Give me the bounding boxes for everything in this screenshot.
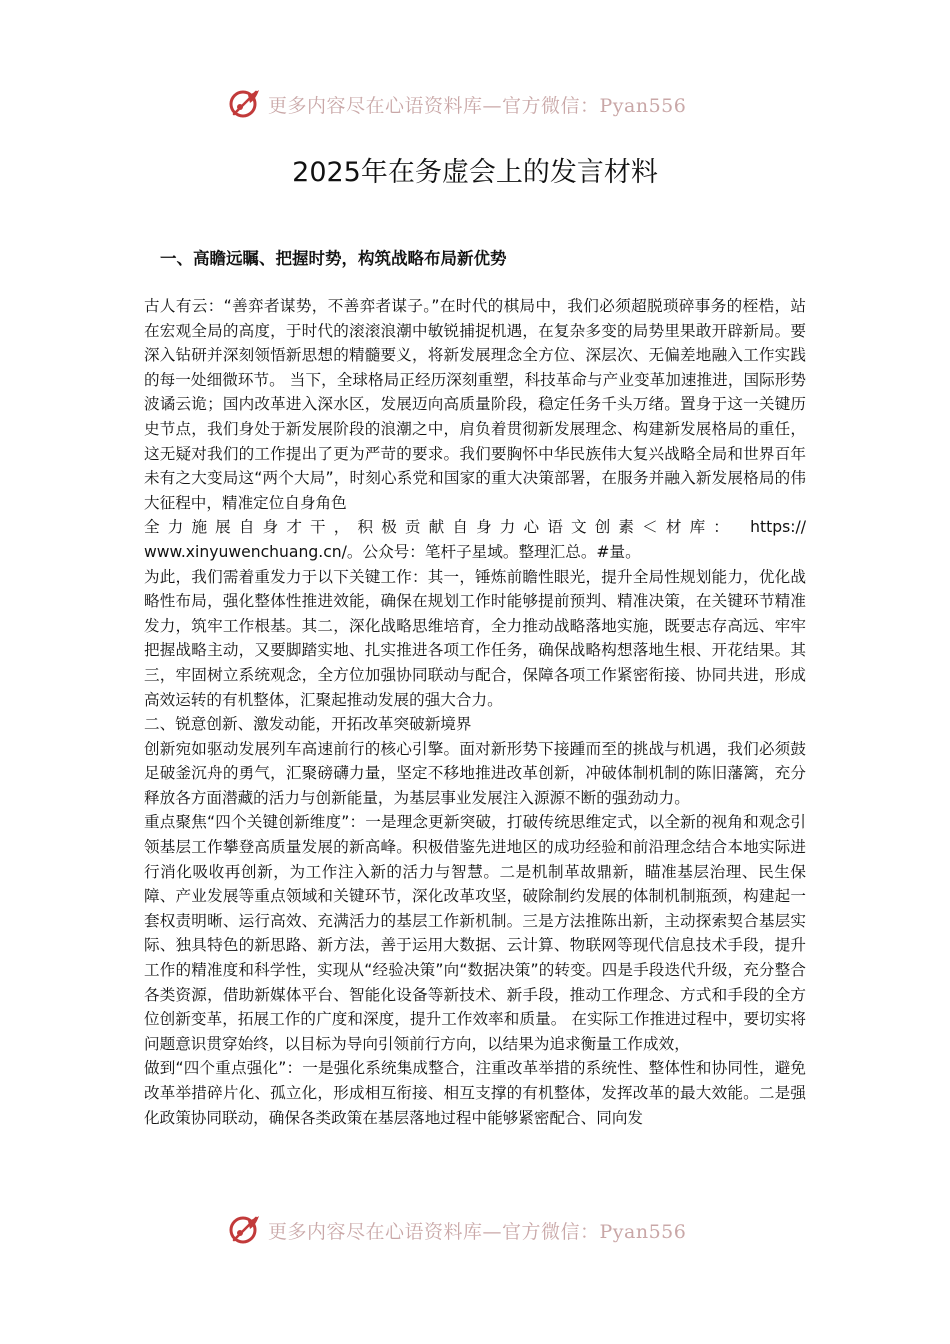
paragraph-1-tail: www.xinyuwenchuang.cn/。公众号：笔杆子星域。整理汇总。#量。 xyxy=(144,542,641,561)
paragraph-1: 古人有云：“善弈者谋势，不善弈者谋子。”在时代的棋局中，我们必须超脱琐碎事务的桎梏，站在宏观全局的高度，于时代的滚滚浪潮中敏锐捕捉机遇，在复杂多变的局势里果敢开辟新局。要深入钻研并深刻领悟新思想的精髓要义，将新发展理念全方位、深层次、无偏差地融入工作实践的每一处细微环节。 当下，全球格局正经历深刻重塑，科技革命与产业变革加速推进，国际形势波谲云诡；国内改革进入深水区，发展迈向高质量阶段，稳定任务千头万绪。置身于这一关键历史节点，我们身处于新发展阶段的浪潮之中，肩负着贯彻新发展理念、构建新发展格局的重任，这无疑对我们的工作提出了更为严苛的要求。我们要胸怀中华民族伟大复兴战略全局和世界百年未有之大变局这“两个大局”，时刻心系党和国家的重大决策部署，在服务并融入新发展格局的伟大征程中，精准定位自身角色 xyxy=(144,297,806,512)
paragraph-2: 为此，我们需着重发力于以下关键工作：其一，锤炼前瞻性眼光，提升全局性规划能力，优化战略性布局，强化整体性推进效能，确保在规划工作时能够提前预判、精准决策，在关键环节精准发力，筑牢工作根基。其二，深化战略思维培育，全力推动战略落地实施，既要志存高远、牢牢把握战略主动，又要脚踏实地、扎实推进各项工作任务，确保战略构想落地生根、开花结果。其三，牢固树立系统观念，全方位加强协同联动与配合，保障各项工作紧密衔接、协同共进，形成高效运转的有机整体，汇聚起推动发展的强大合力。 xyxy=(144,567,806,709)
section-heading-2: 二、锐意创新、激发动能，开拓改革突破新境界 xyxy=(144,715,472,734)
banner-text: 更多内容尽在心语资料库—官方微信：Pyan556 xyxy=(268,94,687,117)
paragraph-5: 做到“四个重点强化”：一是强化系统集成整合，注重改革举措的系统性、整体性和协同性，避免改革举措碎片化、孤立化，形成相互衔接、相互支撑的有机整体，发挥改革的最大效能。二是强化政策协同联动，确保各类政策在基层落地过程中能够紧密配合、同向发 xyxy=(144,1059,806,1127)
footer-banner xyxy=(228,1210,728,1250)
document-body xyxy=(144,294,806,1130)
quill-logo-icon xyxy=(228,87,262,121)
header-banner xyxy=(228,84,728,124)
banner-text: 更多内容尽在心语资料库—官方微信：Pyan556 xyxy=(268,1220,687,1243)
paragraph-3: 创新宛如驱动发展列车高速前行的核心引擎。面对新形势下接踵而至的挑战与机遇，我们必须鼓足破釜沉舟的勇气，汇聚磅礴力量，坚定不移地推进改革创新，冲破体制机制的陈旧藩篱，充分释放各方面潜藏的活力与创新能量，为基层事业发展注入源源不断的强劲动力。 xyxy=(144,739,806,807)
quill-logo-icon xyxy=(228,1213,262,1247)
section-heading-1: 一、高瞻远瞩、把握时势，构筑战略布局新优势 xyxy=(160,249,507,268)
document-title: 2025年在务虚会上的发言材料 xyxy=(292,157,658,188)
paragraph-1-spread-line: 全力施展自身才干，积极贡献自身力心语文创素＜材库： https:// xyxy=(144,518,806,537)
paragraph-4: 重点聚焦“四个关键创新维度”：一是理念更新突破，打破传统思维定式，以全新的视角和观念引领基层工作攀登高质量发展的新高峰。积极借鉴先进地区的成功经验和前沿理念结合本地实际进行消化吸收再创新，为工作注入新的活力与智慧。二是机制革故鼎新，瞄准基层治理、民生保障、产业发展等重点领域和关键环节，深化改革攻坚，破除制约发展的体制机制瓶颈，构建起一套权责明晰、运行高效、充满活力的基层工作新机制。三是方法推陈出新，主动探索契合基层实际、独具特色的新思路、新方法，善于运用大数据、云计算、物联网等现代信息技术手段，提升工作的精准度和科学性，实现从“经验决策”向“数据决策”的转变。四是手段迭代升级，充分整合各类资源，借助新媒体平台、智能化设备等新技术、新手段，推动工作理念、方式和手段的全方位创新变革，拓展工作的广度和深度，提升工作效率和质量。 在实际工作推进过程中，要切实将问题意识贯穿始终，以目标为导向引领前行方向，以结果为追求衡量工作成效， xyxy=(144,813,806,1053)
